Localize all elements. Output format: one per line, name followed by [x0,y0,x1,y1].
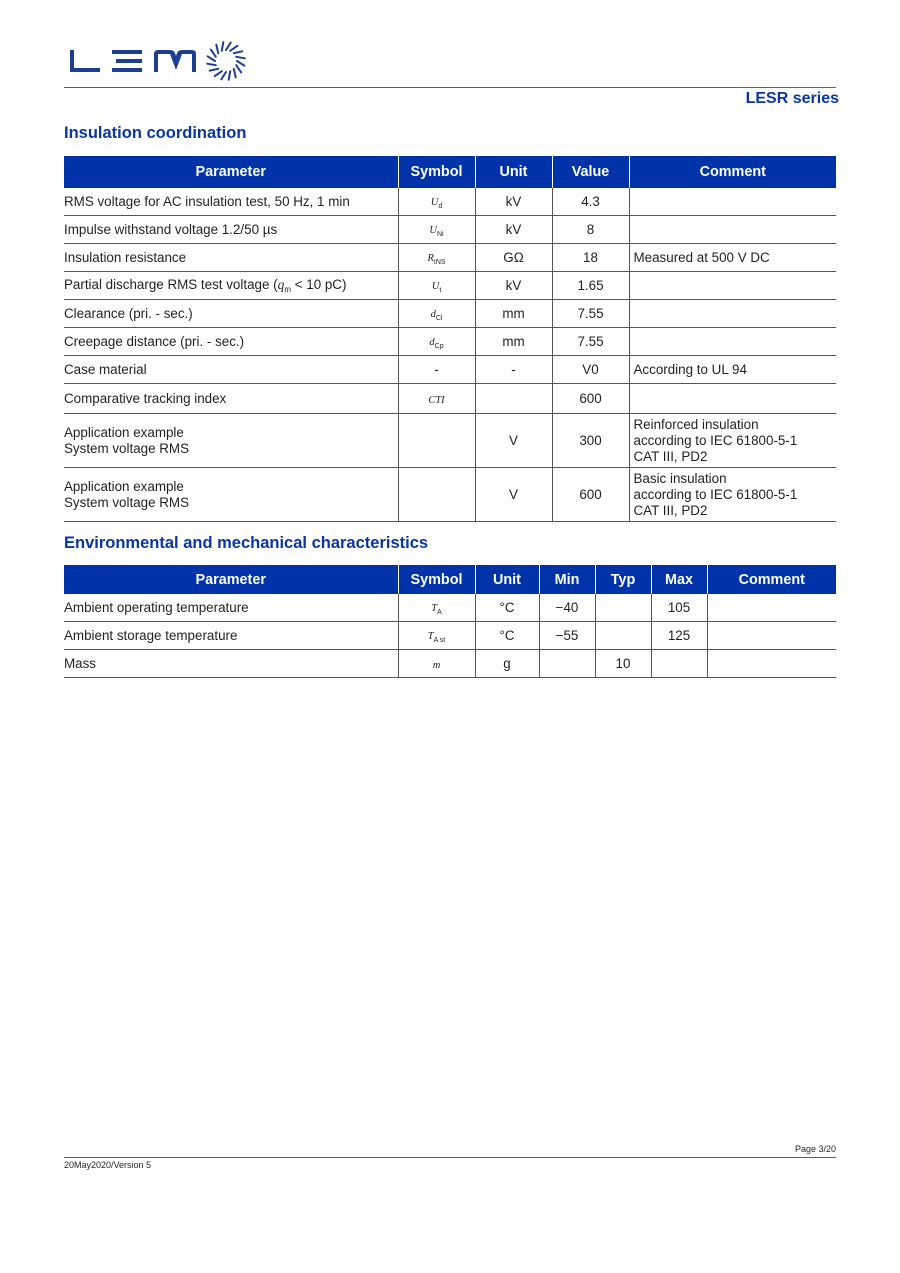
logo-ray [215,71,222,76]
comment-cell [629,300,836,328]
table-row [64,356,836,384]
logo-ray [221,72,226,79]
symbol-cell [398,468,475,522]
comment-cell [707,594,836,622]
col-value: Value [552,156,629,188]
table-row [64,188,836,216]
unit-cell: °C [475,594,539,622]
unit-cell: kV [475,272,552,300]
table-row [64,468,836,522]
logo-ray [234,51,243,53]
comment-cell [629,216,836,244]
typ-cell [595,622,651,650]
value-cell: 1.65 [552,272,629,300]
symbol-cell: $d_{Cl}$ [398,300,475,328]
parameter-cell: Impulse withstand voltage 1.2/50 µs [64,216,398,244]
table-row [64,272,836,300]
unit-cell: °C [475,622,539,650]
footer-rule [64,1157,836,1158]
value-cell: 7.55 [552,300,629,328]
value-cell: 300 [552,414,629,468]
parameter-cell: Creepage distance (pri. - sec.) [64,328,398,356]
col-unit: Unit [475,156,552,188]
symbol-cell: $U_d$ [398,188,475,216]
comment-cell [629,272,836,300]
symbol-cell: $U_{Ni}$ [398,216,475,244]
logo-ray [207,64,216,65]
logo-ray [236,65,241,72]
symbol-cell [398,414,475,468]
col-comment: Comment [629,156,836,188]
comment-cell: Measured at 500 V DC [629,244,836,272]
unit-cell: mm [475,300,552,328]
unit-cell: kV [475,188,552,216]
col-parameter: Parameter [64,156,398,188]
parameter-cell: RMS voltage for AC insulation test, 50 Hz, 1 min [64,188,398,216]
comment-cell: Reinforced insulation according to IEC 61800-5-1 CAT III, PD2 [629,414,836,468]
value-cell: 4.3 [552,188,629,216]
table-row [64,594,836,622]
symbol-cell: CTI [398,384,475,414]
parameter-cell: Insulation resistance [64,244,398,272]
logo-ray [234,69,236,78]
table-row [64,384,836,414]
max-cell [651,650,707,678]
comment-cell [707,650,836,678]
logo-ray [211,50,216,57]
comment-cell: Basic insulation according to IEC 61800-5-1 CAT III, PD2 [629,468,836,522]
parameter-cell: Application example System voltage RMS [64,468,398,522]
parameter-cell: Ambient storage temperature [64,622,398,650]
symbol-cell: $T_A$ [398,594,475,622]
parameter-cell: Mass [64,650,398,678]
logo-ray [236,57,245,59]
col-parameter: Parameter [64,565,398,594]
logo-ray [226,43,231,50]
logo-ray [210,69,219,71]
unit-cell: mm [475,328,552,356]
parameter-cell: Ambient operating temperature [64,594,398,622]
table-row [64,244,836,272]
table-row [64,328,836,356]
insulation-table [64,156,836,522]
environmental-section-title: Environmental and mechanical characteristics [64,534,429,552]
logo-ray [237,61,244,66]
min-cell: −40 [539,594,595,622]
parameter-cell: Case material [64,356,398,384]
comment-cell [629,384,836,414]
col-typ: Typ [595,565,651,594]
unit-cell: GΩ [475,244,552,272]
min-cell [539,650,595,678]
comment-cell [629,188,836,216]
logo-ray [208,56,215,61]
col-symbol: Symbol [398,156,475,188]
logo-ray [230,46,237,51]
value-cell: 8 [552,216,629,244]
max-cell: 105 [651,594,707,622]
version-date: 20May2020/Version 5 [64,1160,152,1170]
value-cell: V0 [552,356,629,384]
value-cell: 18 [552,244,629,272]
parameter-cell: Comparative tracking index [64,384,398,414]
comment-cell [707,622,836,650]
table-row [64,300,836,328]
logo-ray [216,45,218,54]
table-row [64,414,836,468]
table-row [64,650,836,678]
comment-cell: According to UL 94 [629,356,836,384]
col-max: Max [651,565,707,594]
unit-cell: - [475,356,552,384]
insulation-section-title: Insulation coordination [64,124,247,142]
value-cell: 600 [552,384,629,414]
unit-cell: kV [475,216,552,244]
value-cell: 600 [552,468,629,522]
logo-ray [229,71,231,80]
symbol-cell: $R_{INS}$ [398,244,475,272]
value-cell: 7.55 [552,328,629,356]
unit-cell: g [475,650,539,678]
table-row [64,622,836,650]
col-symbol: Symbol [398,565,475,594]
symbol-cell: - [398,356,475,384]
symbol-cell: m [398,650,475,678]
header-rule [64,87,836,88]
lem-logo [68,38,250,84]
environmental-table [64,565,836,678]
typ-cell: 10 [595,650,651,678]
logo-ray [222,42,224,51]
parameter-cell: Partial discharge RMS test voltage ($q_m < 10$ pC) [64,272,398,300]
col-unit: Unit [475,565,539,594]
unit-cell [475,384,552,414]
min-cell: −55 [539,622,595,650]
page-number: Page 3/20 [794,1144,836,1154]
typ-cell [595,594,651,622]
col-min: Min [539,565,595,594]
col-comment: Comment [707,565,836,594]
parameter-cell: Clearance (pri. - sec.) [64,300,398,328]
unit-cell: V [475,414,552,468]
symbol-cell: $T_{A st}$ [398,622,475,650]
parameter-cell: Application example System voltage RMS [64,414,398,468]
symbol-cell: $d_{Cp}$ [398,328,475,356]
table-row [64,216,836,244]
comment-cell [629,328,836,356]
series-title: LESR series [745,90,839,107]
symbol-cell: $U_t$ [398,272,475,300]
unit-cell: V [475,468,552,522]
max-cell: 125 [651,622,707,650]
